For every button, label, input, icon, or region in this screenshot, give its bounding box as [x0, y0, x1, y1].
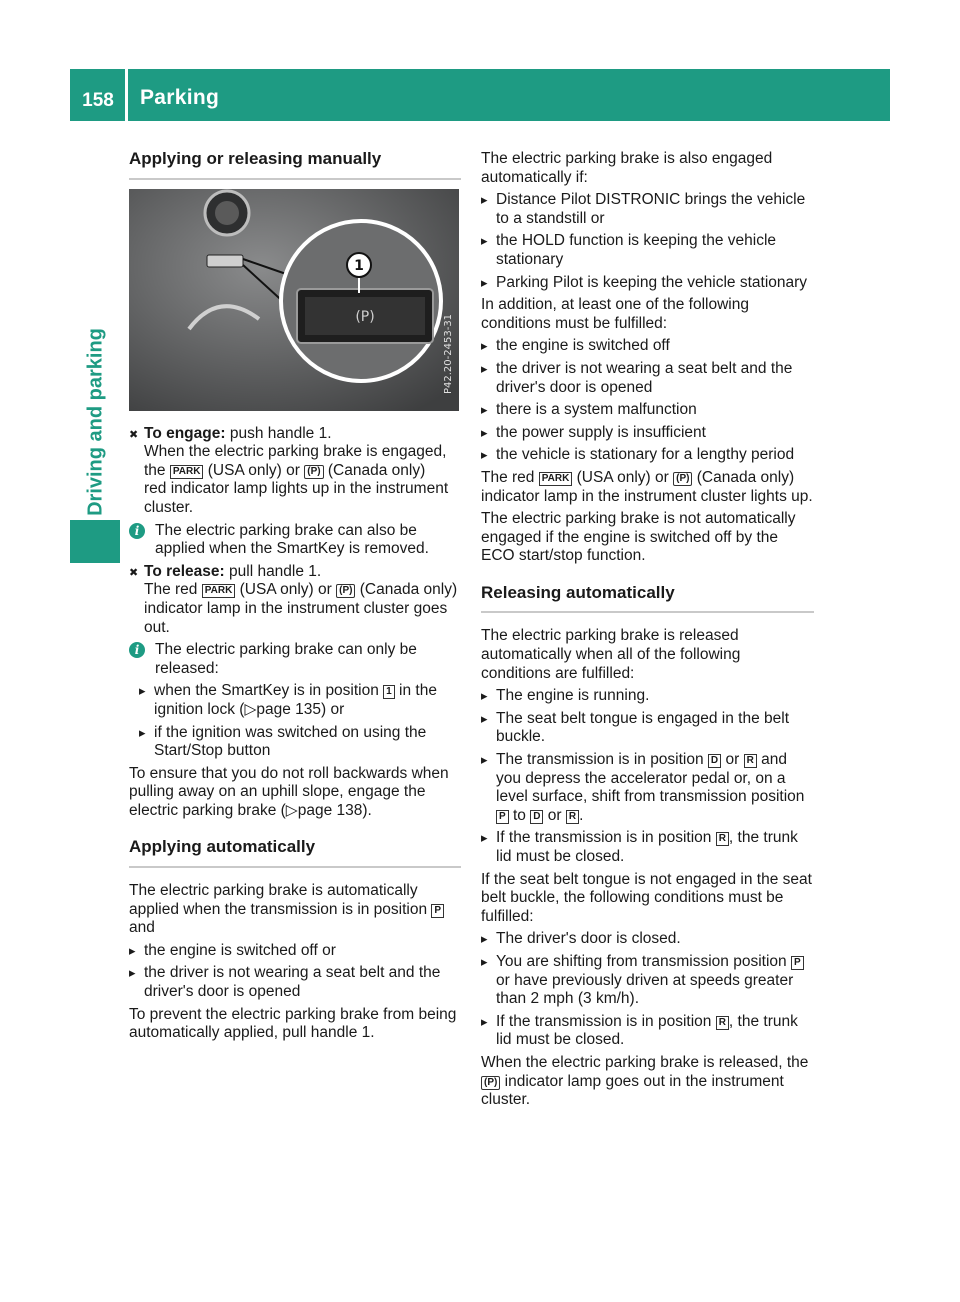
gear-r-icon: R — [716, 832, 729, 846]
key-position-icon: 1 — [383, 685, 395, 699]
park-lamp-icon: PARK — [539, 472, 573, 486]
canada-brake-lamp-icon: (P) — [673, 472, 692, 486]
para-seatbelt: If the seat belt tongue is not engaged in the seat belt buckle, the following conditions must be fulfilled: — [481, 870, 812, 925]
list-item: ▸ the vehicle is stationary for a lengthy period — [481, 446, 814, 465]
list-item: ▸ If the transmission is in position R , the trunk lid must be closed. — [481, 829, 814, 866]
list-item: ▸ Distance Pilot DISTRONIC brings the vehicle to a standstill or — [481, 191, 814, 228]
list-item: ▸ the HOLD function is keeping the vehicle stationary — [481, 232, 814, 269]
canada-brake-lamp-icon: (P) — [304, 465, 323, 479]
photo-code: P42.20-2453-31 — [443, 313, 454, 394]
list-item: ▸ The driver's door is closed. — [481, 930, 814, 949]
park-lamp-icon: PARK — [170, 465, 204, 479]
para-release-intro: The electric parking brake is released automatically when all of the following conditions are fulfilled: — [481, 627, 741, 682]
para-lamp: The red PARK (USA only) or (P) (Canada only) indicator lamp in the instrument cluster lights up. — [481, 468, 813, 505]
left-column — [129, 150, 461, 1047]
para-prevent: To prevent the electric parking brake from being automatically applied, pull handle 1. — [129, 1005, 457, 1042]
para-eco: The electric parking brake is not automatically engaged if the engine is switched off by the ECO start/stop function. — [481, 510, 796, 565]
callout-1-icon: 1 — [361, 1024, 371, 1042]
gear-r-icon: R — [716, 1016, 729, 1030]
info-note-release: i The electric parking brake can only be released: — [129, 641, 461, 678]
list-item: ▸ the engine is switched off or — [129, 942, 461, 961]
page-ref-arrow-icon: ▷ — [244, 700, 257, 718]
para-auto-intro: The electric parking brake is automatically applied when the transmission is in position P and — [129, 882, 461, 938]
list-item: ▸ The transmission is in position D or R and you depress the accelerator pedal or, on a level surface, shift from transmission position P to D or R . — [481, 751, 814, 825]
section-title: Parking — [140, 86, 220, 109]
gear-d-icon: D — [708, 754, 721, 768]
list-item: ▸ The engine is running. — [481, 687, 814, 706]
right-column — [481, 150, 814, 1114]
page-ref-arrow-icon: ▷ — [285, 801, 298, 819]
gear-p-icon: P — [496, 810, 509, 824]
para-addition: In addition, at least one of the following conditions must be fulfilled: — [481, 296, 749, 332]
info-note-smartkey: i The electric parking brake can also be applied when the SmartKey is removed. — [129, 522, 461, 559]
parking-brake-photo — [129, 189, 459, 411]
step-release: ✖ To release: pull handle 1. The red PARK (USA only) or (P) (Canada only) indicator lamp in the instrument cluster goes out. — [129, 563, 461, 637]
info-icon: i — [129, 523, 145, 539]
park-lamp-icon: PARK — [202, 584, 236, 598]
side-chapter-tab — [70, 520, 120, 563]
gear-p-icon: P — [791, 956, 804, 970]
page-number: 158 — [82, 90, 114, 111]
canada-brake-lamp-icon: (P) — [481, 1076, 500, 1090]
info-icon: i — [129, 642, 145, 658]
list-item: ▸ If the transmission is in position R , the trunk lid must be closed. — [481, 1013, 814, 1050]
heading-applying-automatically: Applying automatically — [129, 838, 461, 868]
para-auto-engage-intro: The electric parking brake is also engaged automatically if: — [481, 150, 773, 186]
list-item: ▸ the driver is not wearing a seat belt and the driver's door is opened — [129, 964, 461, 1001]
svg-text:(P): (P) — [355, 308, 375, 325]
list-item: ▸ the driver is not wearing a seat belt and the driver's door is opened — [481, 360, 814, 397]
parking-brake-illustration — [129, 189, 459, 411]
callout-1-icon: 1 — [308, 562, 317, 580]
header-divider — [125, 69, 128, 121]
list-item: ▸ Parking Pilot is keeping the vehicle stationary — [481, 274, 814, 293]
canada-brake-lamp-icon: (P) — [336, 584, 355, 598]
list-item: ▸ You are shifting from transmission position P or have previously driven at speeds greater than 2 mph (3 km/h). — [481, 953, 814, 1009]
svg-text:1: 1 — [354, 257, 364, 274]
callout-1-icon: 1 — [318, 424, 328, 442]
list-item: ▸ the engine is switched off — [481, 337, 814, 356]
list-item: ▸ The seat belt tongue is engaged in the belt buckle. — [481, 710, 814, 747]
list-item: ▸ when the SmartKey is in position 1 in the ignition lock (▷page 135) or — [139, 682, 461, 719]
step-engage: ✖ To engage: push handle 1. When the electric parking brake is engaged, the PARK (USA only) or (P) (Canada only) red indicator lamp lights up in the instrument cluster. — [129, 425, 461, 518]
gear-r-icon: R — [566, 810, 579, 824]
para-final: When the electric parking brake is released, the (P) indicator lamp goes out in the instrument cluster. — [481, 1053, 809, 1109]
heading-applying-releasing: Applying or releasing manually — [129, 150, 461, 180]
gear-p-icon: P — [431, 904, 444, 918]
heading-releasing-automatically: Releasing automatically — [481, 584, 814, 614]
list-item: ▸ the power supply is insufficient — [481, 424, 814, 443]
list-item: ▸ if the ignition was switched on using the Start/Stop button — [139, 724, 461, 761]
gear-r-icon: R — [744, 754, 757, 768]
list-item: ▸ there is a system malfunction — [481, 401, 814, 420]
side-chapter-label: Driving and parking — [84, 328, 107, 516]
para-roll-back: To ensure that you do not roll backwards when pulling away on an uphill slope, engage the electric parking brake (▷page 138). — [129, 764, 449, 819]
gear-d-icon: D — [530, 810, 543, 824]
